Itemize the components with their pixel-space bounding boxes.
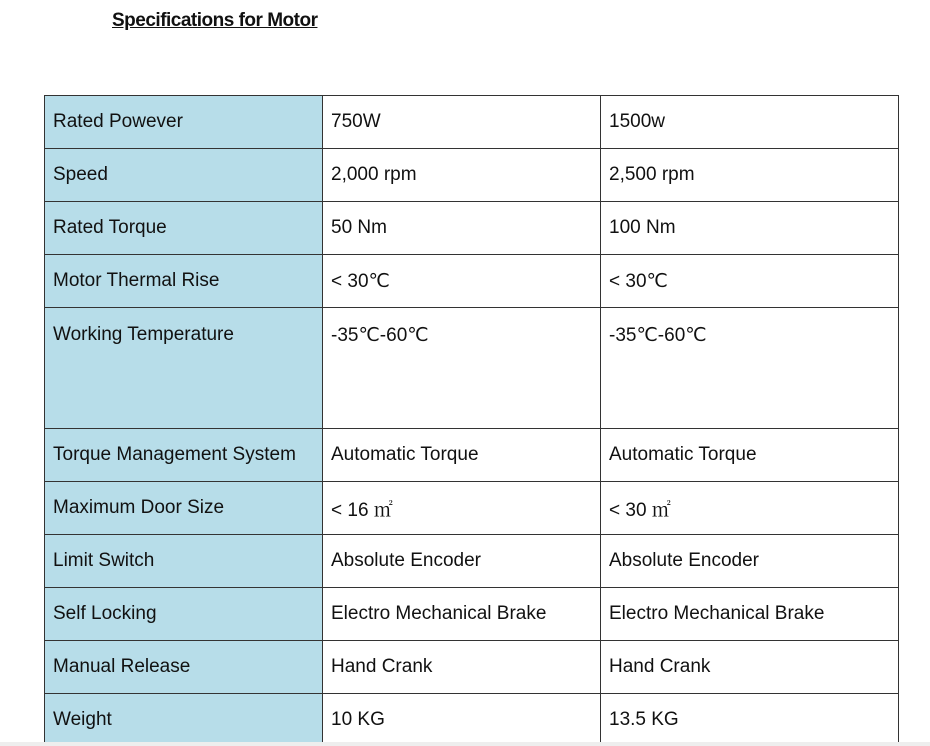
- table-row-limit-switch: [45, 535, 899, 588]
- table-row-rated-torque: [45, 202, 899, 255]
- row-label: Working Temperature: [45, 308, 323, 429]
- table-row-max-door-size: [45, 482, 899, 535]
- value-750w: 10 KG: [323, 694, 601, 746]
- table-row-manual-release: [45, 641, 899, 694]
- row-label: Rated Torque: [45, 202, 323, 255]
- value-1500w: < 30 ㎡: [601, 482, 899, 535]
- row-label: Maximum Door Size: [45, 482, 323, 535]
- value-1500w: 1500w: [601, 96, 899, 149]
- value-1500w: 13.5 KG: [601, 694, 899, 746]
- value-750w: < 30℃: [323, 255, 601, 308]
- value-750w: Electro Mechanical Brake: [323, 588, 601, 641]
- value-1500w: Absolute Encoder: [601, 535, 899, 588]
- value-1500w: Electro Mechanical Brake: [601, 588, 899, 641]
- table-row-working-temperature: [45, 308, 899, 429]
- value-1500w: Automatic Torque: [601, 429, 899, 482]
- row-label: Torque Management System: [45, 429, 323, 482]
- value-750w: Absolute Encoder: [323, 535, 601, 588]
- value-750w: Hand Crank: [323, 641, 601, 694]
- row-label: Speed: [45, 149, 323, 202]
- row-label: Limit Switch: [45, 535, 323, 588]
- value-1500w: < 30℃: [601, 255, 899, 308]
- table-row-thermal-rise: [45, 255, 899, 308]
- table-row-self-locking: [45, 588, 899, 641]
- page-title: Specifications for Motor: [112, 10, 318, 31]
- row-label: Manual Release: [45, 641, 323, 694]
- row-label: Rated Powever: [45, 96, 323, 149]
- row-label: Self Locking: [45, 588, 323, 641]
- value-750w: < 16 ㎡: [323, 482, 601, 535]
- row-label: Weight: [45, 694, 323, 746]
- value-1500w: 2,500 rpm: [601, 149, 899, 202]
- table-row-rated-power: [45, 96, 899, 149]
- value-750w: -35℃-60℃: [323, 308, 601, 429]
- value-750w: 2,000 rpm: [323, 149, 601, 202]
- value-1500w: 100 Nm: [601, 202, 899, 255]
- value-1500w: -35℃-60℃: [601, 308, 899, 429]
- value-1500w: Hand Crank: [601, 641, 899, 694]
- value-750w: 750W: [323, 96, 601, 149]
- row-label: Motor Thermal Rise: [45, 255, 323, 308]
- table-row-torque-management: [45, 429, 899, 482]
- value-750w: Automatic Torque: [323, 429, 601, 482]
- page-bottom-edge: [0, 742, 930, 746]
- value-750w: 50 Nm: [323, 202, 601, 255]
- table-row-weight: [45, 694, 899, 746]
- table-row-speed: [45, 149, 899, 202]
- motor-specifications-table: [44, 95, 899, 746]
